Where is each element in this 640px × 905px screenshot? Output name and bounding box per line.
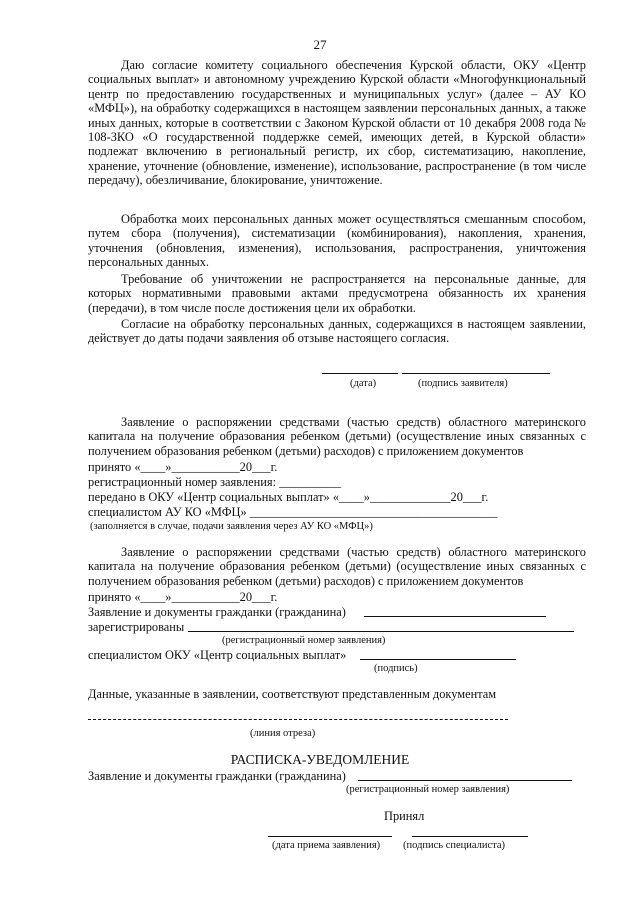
receipt-reg-caption: (регистрационный номер заявления): [346, 784, 510, 795]
consent-paragraph-4: Согласие на обработку персональных данных, содержащихся в настоящем заявлении, действует до даты подачи заявления об отзыве настоящего согласия.: [88, 317, 586, 346]
block2-registered-line: [188, 631, 574, 632]
block2-registered: зарегистрированы: [88, 620, 185, 634]
block1-intro: Заявление о распоряжении средствами (частью средств) областного материнского капитала на получение образования ребенком (детьми) (осуществление иных связанных с получением образования ребенком (детьми) расходов) с приложением документов: [88, 415, 586, 458]
receipt-date-line: [268, 836, 392, 837]
page-number: 27: [313, 37, 327, 52]
consent-paragraph-1: Даю согласие комитету социального обеспечения Курской области, ОКУ «Центр социальных выплат» и автономному учреждению Курской области «Многофункциональный центр по предоставлению государственных и муниципальных услуг» (далее – АУ КО «МФЦ»), на обработку содержащихся в настоящем заявлении персональных данных, а также иных данных, которые в соответствии с Законом Курской области от 10 декабря 2008 года № 108-ЗКО «О государственной поддержке семей, имеющих детей, в Курской области» подлежат включению в региональный регистр, их сбор, систематизацию, накопление, хранение, уточнение (обновление, изменение), использование, распространение (в том числе передачу), обезличивание, блокирование, уничтожение.: [88, 58, 586, 188]
receipt-title: РАСПИСКА-УВЕДОМЛЕНИЕ: [230, 752, 410, 767]
block2-docs: Заявление и документы гражданки (гражданина): [88, 605, 346, 619]
block1-transferred: передано в ОКУ «Центр социальных выплат» «____»_____________20___г.: [88, 490, 489, 504]
consent-paragraph-2: Обработка моих персональных данных может осуществляться смешанным способом, путем сбора (получения), систематизации (комбинирования), накопления, хранения, уточнения (обновления, изменения), использования, распространения, уничтожения персональных данных.: [88, 212, 586, 270]
block1-accepted: принято «____»___________20___г.: [88, 460, 278, 474]
signature-caption: (подпись заявителя): [418, 378, 508, 389]
block1-note: (заполняется в случае, подачи заявления через АУ КО «МФЦ»): [90, 521, 373, 532]
block1-reg-number: регистрационный номер заявления: __________: [88, 475, 342, 489]
cut-line-caption: (линия отреза): [250, 728, 316, 739]
receipt-sign-caption: (подпись специалиста): [403, 840, 506, 851]
consent-paragraph-3: Требование об уничтожении не распространяется на персональные данные, для которых нормативными правовыми актами предусмотрена обязанность их хранения (передачи), в том числе после достижения цели их обработки.: [88, 272, 586, 315]
block2-specialist: специалистом ОКУ «Центр социальных выплат»: [88, 648, 347, 662]
date-caption: (дата): [350, 378, 377, 389]
data-match-statement: Данные, указанные в заявлении, соответствуют представленным документам: [88, 687, 497, 701]
block2-reg-caption: (регистрационный номер заявления): [222, 635, 386, 646]
receipt-docs-line: [358, 780, 572, 781]
block2-specialist-line: [360, 659, 516, 660]
block2-docs-line: [364, 616, 546, 617]
block2-accepted: принято «____»___________20___г.: [88, 590, 278, 604]
receipt-accepted: Принял: [384, 809, 425, 823]
block1-specialist: специалистом АУ КО «МФЦ» ________________________________________: [88, 505, 498, 519]
receipt-date-caption: (дата приема заявления): [272, 840, 381, 851]
block2-sign-caption: (подпись): [374, 663, 418, 674]
cut-line: [88, 719, 508, 720]
date-line: [322, 373, 398, 374]
receipt-docs: Заявление и документы гражданки (гражданина): [88, 769, 346, 783]
block2-intro: Заявление о распоряжении средствами (частью средств) областного материнского капитала на получение образования ребенком (детьми) (осуществление иных связанных с получением образования ребенком (детьми) расходов) с приложением документов: [88, 545, 586, 588]
signature-line: [402, 373, 550, 374]
receipt-sign-line: [412, 836, 528, 837]
